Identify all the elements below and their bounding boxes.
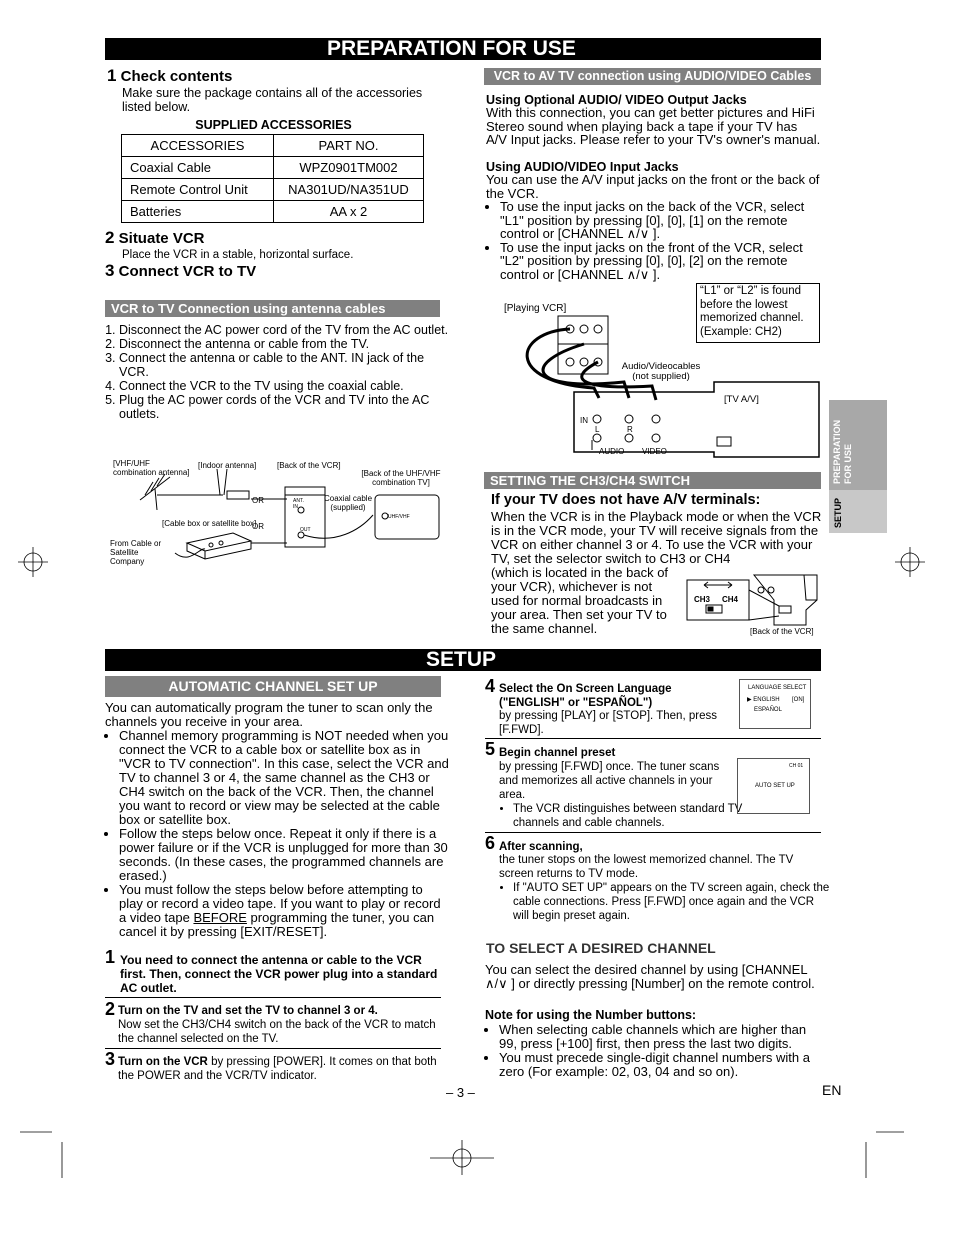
label-from-cable: From Cable or Satellite Company — [110, 539, 162, 566]
table-row — [122, 157, 424, 179]
language-screen — [739, 679, 811, 729]
label-out: OUT — [300, 527, 311, 533]
desired-title: TO SELECT A DESIRED CHANNEL — [486, 940, 716, 956]
table-row — [122, 201, 424, 223]
divider — [105, 1048, 441, 1049]
table-cell: NA301UD/NA351UD — [274, 179, 424, 201]
divider — [485, 738, 821, 739]
list-item: • If "AUTO SET UP" appears on the TV screen again, check the cable connections. Press [F.FWD] once again and the VCR will begin preset again. — [513, 881, 833, 923]
setup-step1-text: You need to connect the antenna or cable to the VCR first. Then, connect the VCR power plug into a standard AC outlet. — [120, 953, 438, 995]
label-r: R — [627, 425, 633, 434]
autosetup-screen — [737, 758, 810, 814]
step1-num: 1 — [107, 66, 117, 85]
setup-step2-title: Turn on the TV and set the TV to channel 3 or 4. — [118, 1005, 378, 1017]
label-video: VIDEO — [642, 447, 667, 456]
screen-on: [ON] — [792, 697, 805, 703]
antenna-diagram-art — [105, 455, 445, 590]
setup-step3-num: 3 — [105, 1049, 116, 1069]
label-cable-box: [Cable box or satellite box] — [162, 519, 257, 528]
av-diagram — [484, 282, 824, 462]
accessories-table — [121, 134, 424, 223]
step6-num: 6 — [485, 833, 496, 853]
label-l: L — [595, 425, 600, 434]
step5-bullets — [499, 802, 743, 830]
step2-title: Situate VCR — [118, 230, 205, 247]
setup-step2-text: Now set the CH3/CH4 switch on the back of the VCR to match the channel selected on the TV. — [118, 1019, 436, 1045]
table-cell: Batteries — [122, 201, 274, 223]
language-code: EN — [822, 1082, 842, 1098]
label-audio: AUDIO — [599, 447, 625, 456]
label-indoor-antenna: [Indoor antenna] — [198, 461, 257, 470]
list-item: • You must precede single-digit channel numbers with a zero (For example: 02, 03, 04 and so on). — [499, 1051, 825, 1079]
label-vhf-antenna: [VHF/UHF combination antenna] — [113, 459, 190, 477]
table-cell: AA x 2 — [274, 201, 424, 223]
label-ch4: CH4 — [722, 595, 739, 604]
label-playing-vcr: [Playing VCR] — [504, 303, 567, 314]
bullet3-text-a: You must follow the steps below before attempting to play or record a video tape. If you want to play or record a video tape — [119, 882, 441, 925]
table-header: PART NO. — [274, 135, 424, 157]
av-opt-text: With this connection, you can get better pictures and HiFi Stereo sound when playing back a tape if your TV has A/V Input jacks. Please refer to your TV's owner's manual. — [486, 105, 821, 147]
table-cell: Remote Control Unit — [122, 179, 274, 201]
side-tab-setup-label: SETUP — [833, 497, 843, 528]
label-or-1: OR — [252, 496, 264, 505]
setup-step1-num: 1 — [105, 947, 116, 967]
antenna-header: VCR to TV Connection using antenna cables — [105, 300, 440, 317]
screen-title: LANGUAGE SELECT — [748, 685, 807, 691]
divider — [105, 997, 441, 998]
step2-num: 2 — [105, 228, 115, 247]
step5-num: 5 — [485, 739, 496, 759]
label-coax: Coaxial cable (supplied) — [323, 494, 373, 512]
auto-header: AUTOMATIC CHANNEL SET UP — [105, 676, 441, 697]
label-back-vcr: [Back of the VCR] — [277, 461, 341, 470]
av-bullets — [486, 200, 827, 281]
av-header: VCR to AV TV connection using AUDIO/VIDEO Cables — [484, 68, 821, 85]
table-cell: WPZ0901TM002 — [274, 157, 424, 179]
step1-title: Check contents — [120, 68, 233, 85]
label-tv-av: [TV A/V] — [724, 394, 759, 405]
step1-text: Make sure the package contains all of the accessories listed below. — [122, 86, 423, 114]
list-item: 3. Connect the antenna or cable to the ANT. IN jack of the VCR. — [119, 351, 453, 379]
screen-opt2: ESPAÑOL — [754, 707, 782, 713]
table-header: ACCESSORIES — [122, 135, 274, 157]
divider — [485, 832, 821, 833]
step4-title: Select the On Screen Language ("ENGLISH" or "ESPAÑOL") — [499, 683, 672, 709]
step1-heading — [107, 66, 232, 86]
prep-banner-title: PREPARATION FOR USE — [327, 37, 576, 60]
step3-num: 3 — [105, 261, 115, 280]
table-header-row — [122, 135, 424, 157]
setup-step3-rest: by pressing [POWER]. It comes on that both the POWER and the VCR/TV indicator. — [118, 1056, 437, 1082]
ch34-title: If your TV does not have A/V terminals: — [491, 492, 761, 508]
desired-note-title: Note for using the Number buttons: — [485, 1008, 697, 1022]
av-in-title: Using AUDIO/VIDEO Input Jacks — [486, 160, 679, 174]
bullet3-underline: BEFORE — [193, 910, 247, 925]
setup-banner — [105, 649, 821, 671]
note-text: “L1” or “L2” is found before the lowest memorized channel. (Example: CH2) — [700, 285, 804, 338]
step3-heading — [105, 261, 256, 281]
list-item — [119, 883, 449, 939]
ch34-text1: When the VCR is in the Playback mode or when the VCR is in the VCR mode, your TV will receive signals from the VCR on either channel 3 or 4. To use the VCR with your TV, set the selector switch to CH3 or CH4 — [491, 509, 822, 566]
prep-banner — [105, 38, 821, 60]
table-row — [122, 179, 424, 201]
side-tab-prep-label: PREPARATION FOR USE — [832, 419, 853, 484]
label-uhfvhf: UHF/VHF — [388, 514, 410, 520]
label-in: IN — [580, 416, 588, 425]
step2-text: Place the VCR in a stable, horizontal surface. — [122, 249, 354, 261]
step4-num: 4 — [485, 676, 496, 696]
ch34-diagram-art — [684, 570, 824, 640]
label-av-cables: Audio/Videocables (not supplied) — [621, 361, 701, 382]
list-item: 4. Connect the VCR to the TV using the coaxial cable. — [119, 379, 453, 393]
page-number: – 3 – — [446, 1085, 475, 1100]
supplied-title: SUPPLIED ACCESSORIES — [195, 118, 352, 132]
av-opt-title: Using Optional AUDIO/ VIDEO Output Jacks — [486, 93, 747, 107]
av-in-text: You can use the A/V input jacks on the front or the back of the VCR. — [486, 172, 820, 201]
list-item: 2. Disconnect the antenna or cable from the TV. — [119, 337, 453, 351]
setup-step2-num: 2 — [105, 999, 116, 1019]
desired-text: You can select the desired channel by using [CHANNEL ∧/∨ ] or directly pressing [Number] on the remote control. — [485, 962, 815, 991]
auto-bullets — [105, 729, 449, 939]
list-item: • When selecting cable channels which are higher than 99, press [+100] first, then press the last two digits. — [499, 1023, 825, 1051]
list-item: • Channel memory programming is NOT needed when you connect the VCR to a cable box or satellite box as in "VCR to TV connection". In this case, select the VCR and TV to channel 3 or 4, the same channel as the CH3 or CH4 switch on the back of the VCR. Then, the channel you want to record or view may be selected at the cable box or satellite box. — [119, 729, 449, 827]
label-or-2: OR — [252, 522, 264, 531]
step5-title: Begin channel preset — [499, 747, 616, 759]
table-cell: Coaxial Cable — [122, 157, 274, 179]
label-ch3: CH3 — [694, 595, 711, 604]
desired-bullets — [485, 1023, 825, 1079]
label-back-tv: [Back of the UHF/VHF combination TV] — [361, 469, 441, 487]
label-ant-in: ANT. IN — [293, 498, 304, 510]
list-item: • Follow the steps below once. Repeat it only if there is a power failure or if the VCR is unplugged for more than 30 seconds. (In these cases, the programmed channels are erased.) — [119, 827, 449, 883]
setup-step3-title: Turn on the VCR — [118, 1056, 208, 1068]
list-item: • The VCR distinguishes between standard TV channels and cable channels. — [513, 802, 743, 830]
ch34-diagram — [684, 570, 824, 640]
auto-intro: You can automatically program the tuner to scan only the channels you receive in your area. — [105, 700, 433, 729]
av-diagram-art — [484, 282, 824, 462]
step5-text: by pressing [F.FWD] once. The tuner scans and memorizes all active channels in your area. — [499, 761, 720, 801]
setup-banner-title: SETUP — [426, 648, 497, 671]
bullet3-text-b: programming the tuner, you can cancel it by pressing [EXIT/RESET]. — [119, 910, 435, 939]
label-back-vcr-2: [Back of the VCR] — [750, 627, 814, 636]
list-item: • To use the input jacks on the back of the VCR, select "L1" position by pressing [0], [0], [1] on the remote control or [CHANNEL ∧/∨ ]. — [500, 200, 827, 241]
step2-heading — [105, 228, 205, 248]
list-item: 1. Disconnect the AC power cord of the TV from the AC outlet. — [119, 323, 453, 337]
ch34-header: SETTING THE CH3/CH4 SWITCH — [484, 472, 821, 489]
antenna-steps — [105, 323, 453, 421]
side-tab-setup — [829, 490, 887, 533]
step6-bullets — [499, 881, 833, 923]
setup-step3-text — [118, 1055, 438, 1083]
screen-autosetup: AUTO SET UP — [755, 783, 795, 789]
antenna-diagram — [105, 455, 445, 590]
list-item: 5. Plug the AC power cords of the VCR and TV into the AC outlets. — [119, 393, 453, 421]
side-tab-prep — [829, 400, 887, 490]
screen-opt1: ▶ ENGLISH — [747, 697, 780, 703]
step4-text: by pressing [PLAY] or [STOP]. Then, press [F.FWD]. — [499, 710, 717, 736]
list-item: • To use the input jacks on the front of the VCR, select "L2" position by pressing [0], [0], [2] on the remote control or [CHANNEL ∧/∨ ]. — [500, 241, 827, 282]
step3-title: Connect VCR to TV — [118, 263, 257, 280]
step6-title: After scanning, — [499, 841, 583, 853]
screen-ch: CH 01 — [789, 763, 804, 769]
step6-text: the tuner stops on the lowest memorized channel. The TV screen returns to TV mode. — [499, 854, 794, 880]
ch34-text2: (which is located in the back of your VCR), whichever is not used for normal broadcasts in your area. Then set your TV to the same channel. — [491, 565, 669, 636]
